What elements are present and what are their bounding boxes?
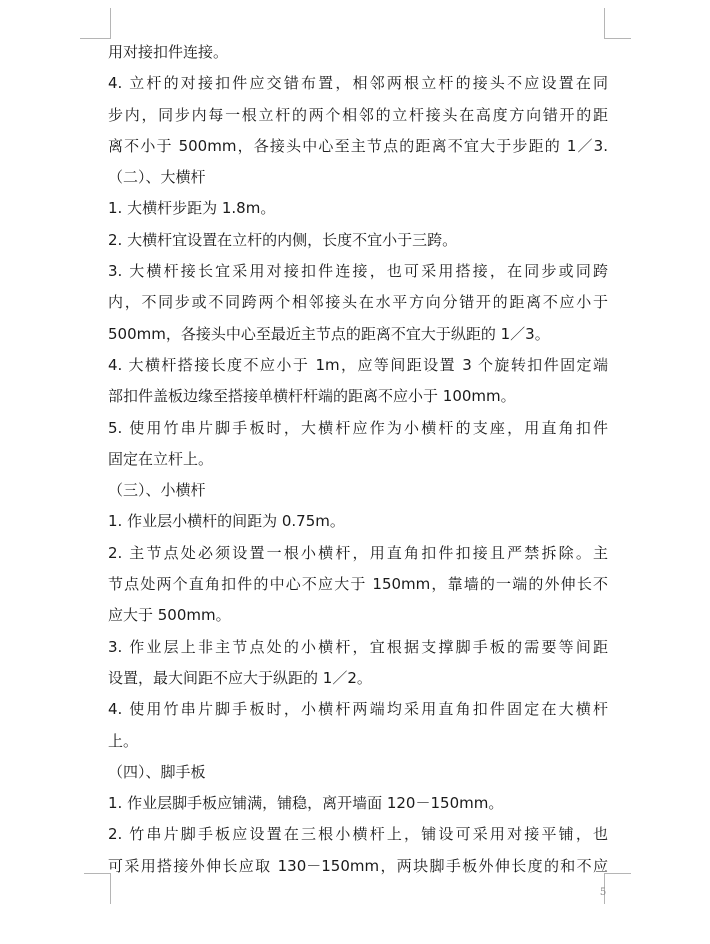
crop-mark-bottom-left bbox=[84, 873, 111, 904]
text-line: 节点处两个直角扣件的中心不应大于 150mm，靠墙的一端的外伸长不 bbox=[108, 575, 608, 594]
text-line: 2. 竹串片脚手板应设置在三根小横杆上，铺设可采用对接平铺，也 bbox=[108, 825, 608, 844]
page-number: 5 bbox=[599, 887, 607, 898]
text-line: 500mm，各接头中心至最近主节点的距离不宜大于纵距的 1／3。 bbox=[108, 324, 550, 343]
text-line: 应大于 500mm。 bbox=[108, 606, 231, 625]
text-line: 4. 立杆的对接扣件应交错布置，相邻两根立杆的接头不应设置在同 bbox=[108, 74, 608, 93]
text-line: 2. 主节点处必须设置一根小横杆，用直角扣件扣接且严禁拆除。主 bbox=[108, 543, 608, 562]
section-heading: （二）、大横杆 bbox=[108, 168, 206, 187]
text-line: 5. 使用竹串片脚手板时，大横杆应作为小横杆的支座，用直角扣件 bbox=[108, 418, 608, 437]
text-line: 设置，最大间距不应大于纵距的 1／2。 bbox=[108, 668, 372, 687]
text-line: 步内，同步内每一根立杆的两个相邻的立杆接头在高度方向错开的距 bbox=[108, 105, 608, 124]
text-line: 4. 大横杆搭接长度不应小于 1m，应等间距设置 3 个旋转扣件固定端 bbox=[108, 355, 608, 374]
crop-mark-top-left bbox=[80, 8, 111, 39]
section-heading: （三）、小横杆 bbox=[108, 481, 206, 500]
text-line: 2. 大横杆宜设置在立杆的内侧，长度不宜小于三跨。 bbox=[108, 230, 458, 249]
text-line: 1. 大横杆步距为 1.8m。 bbox=[108, 199, 276, 218]
text-line: 3. 作业层上非主节点处的小横杆，宜根据支撑脚手板的需要等间距 bbox=[108, 637, 608, 656]
body-text bbox=[108, 37, 608, 882]
text-line: 内，不同步或不同跨两个相邻接头在水平方向分错开的距离不应小于 bbox=[108, 293, 608, 312]
text-line: 离不小于 500mm，各接头中心至主节点的距离不宜大于步距的 1／3. bbox=[108, 136, 608, 155]
text-line: 用对接扣件连接。 bbox=[108, 43, 229, 61]
text-line: 4. 使用竹串片脚手板时，小横杆两端均采用直角扣件固定在大横杆 bbox=[108, 700, 608, 719]
section-heading: （四）、脚手板 bbox=[108, 762, 206, 781]
text-line: 可采用搭接外伸长应取 130－150mm，两块脚手板外伸长度的和不应 bbox=[108, 856, 608, 875]
text-line: 部扣件盖板边缘至搭接单横杆杆端的距离不应小于 100mm。 bbox=[108, 387, 516, 406]
text-line: 1. 作业层脚手板应铺满，铺稳，离开墙面 120－150mm。 bbox=[108, 794, 504, 813]
crop-mark-top-right bbox=[604, 8, 631, 39]
text-line: 固定在立杆上。 bbox=[108, 449, 214, 468]
text-line: 上。 bbox=[108, 731, 139, 750]
text-line: 3. 大横杆接长宜采用对接扣件连接，也可采用搭接，在同步或同跨 bbox=[108, 262, 608, 281]
text-line: 1. 作业层小横杆的间距为 0.75m。 bbox=[108, 512, 345, 531]
